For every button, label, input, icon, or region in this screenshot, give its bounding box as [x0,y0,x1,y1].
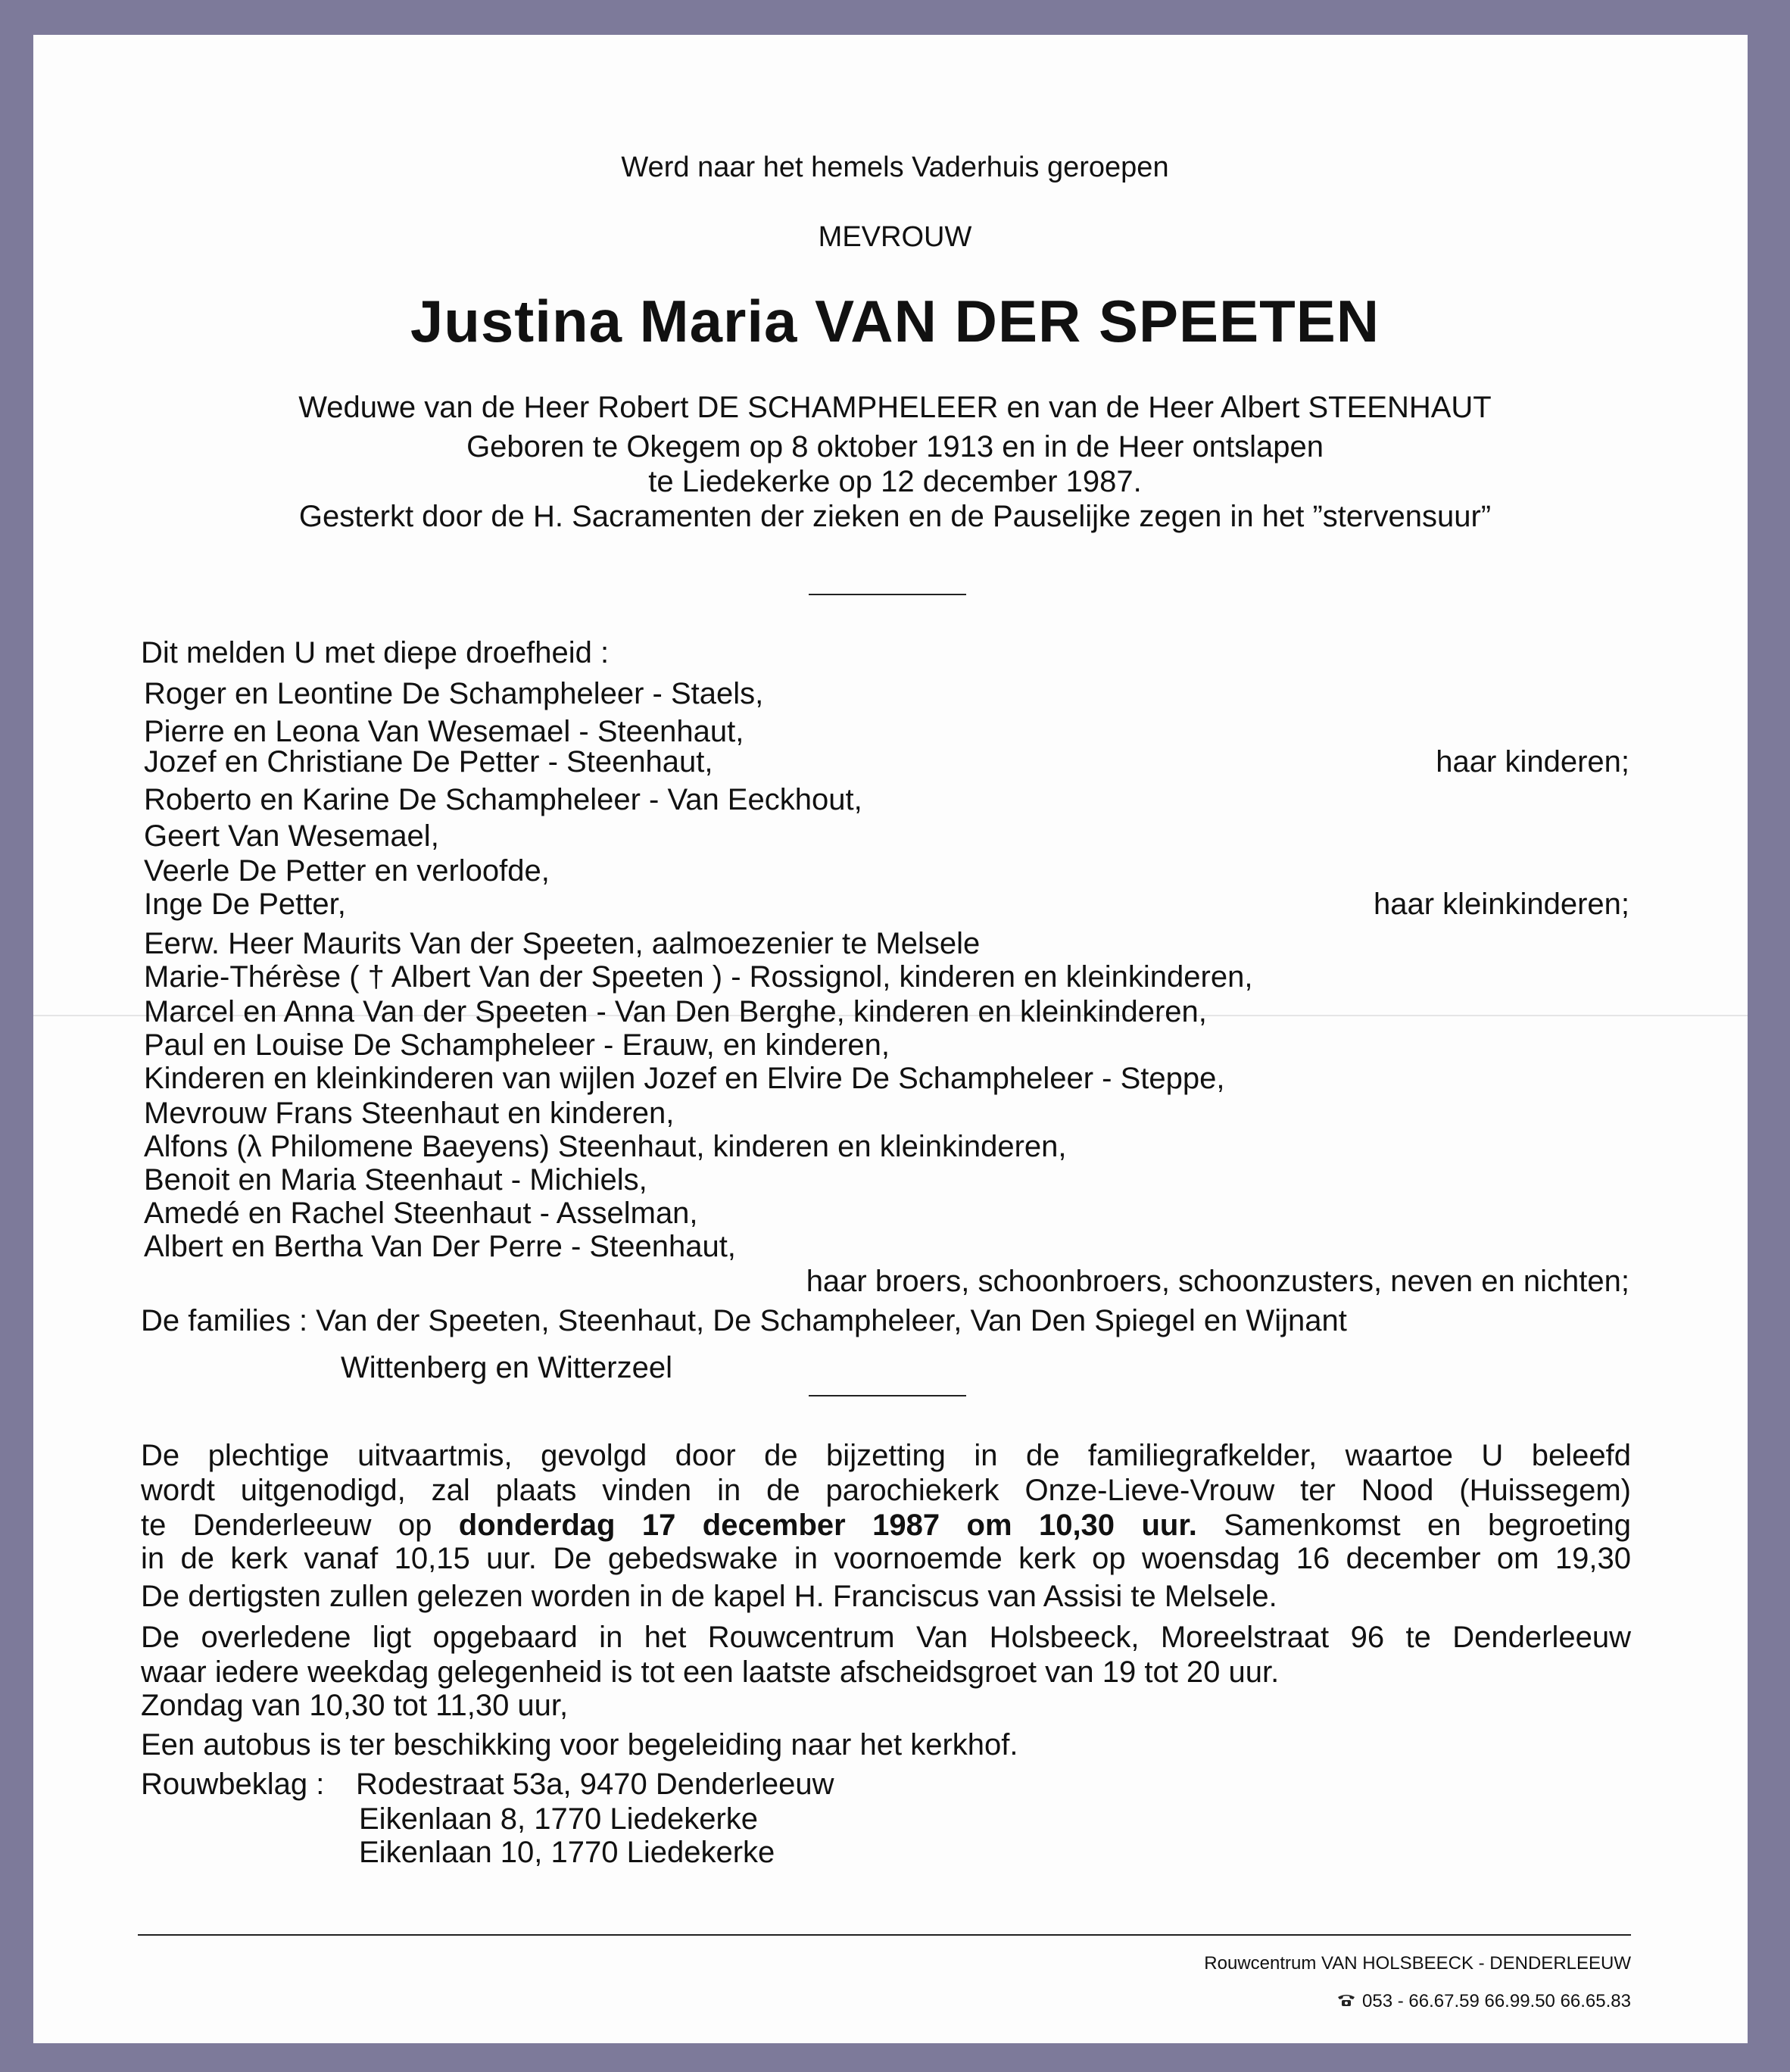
deceased-name: Justina Maria VAN DER SPEETEN [410,288,1380,354]
relative-line: Kinderen en kleinkinderen van wijlen Jozef en Elvire De Schampheleer - Steppe, [144,1062,1225,1095]
phone-line [1336,1990,1631,2014]
relative-line: Amedé en Rachel Steenhaut - Asselman, [144,1197,698,1230]
child-line: Pierre en Leona Van Wesemael - Steenhaut, [144,715,744,748]
grandchild-line: Roberto en Karine De Schampheleer - Van Eeckhout, [144,783,862,816]
birth-line: Geboren te Okegem op 8 oktober 1913 en in de Heer ontslapen [466,430,1324,463]
divider-middle [809,1395,966,1396]
service-line-9: Een autobus is ter beschikking voor begeleiding naar het kerkhof. [141,1728,1018,1762]
child-line: Roger en Leontine De Schampheleer - Staels, [144,677,764,710]
relatives-label: haar broers, schoonbroers, schoonzusters, neven en nichten; [806,1265,1629,1298]
relative-line: Eerw. Heer Maurits Van der Speeten, aalmoezenier te Melsele [144,927,981,960]
service-line-3-pre: te Denderleeuw op [141,1509,432,1542]
families-line-2: Wittenberg en Witterzeel [341,1351,672,1384]
service-line-5: De dertigsten zullen gelezen worden in de kapel H. Franciscus van Assisi te Melsele. [141,1580,1277,1613]
condolence-address: Eikenlaan 8, 1770 Liedekerke [359,1802,759,1836]
relative-line: Mevrouw Frans Steenhaut en kinderen, [144,1097,675,1130]
condolence-address: Eikenlaan 10, 1770 Liedekerke [359,1836,775,1869]
service-line-1: De plechtige uitvaartmis, gevolgd door de bijzetting in de familiegrafkelder, waartoe U beleefd [141,1439,1631,1472]
children-label: haar kinderen; [1436,745,1629,779]
relative-line: Paul en Louise De Schampheleer - Erauw, en kinderen, [144,1028,890,1062]
telephone-icon [1336,1991,1356,2014]
widow-line: Weduwe van de Heer Robert DE SCHAMPHELEER en van de Heer Albert STEENHAUT [298,391,1492,424]
death-line: te Liedekerke op 12 december 1987. [648,465,1142,498]
child-line: Jozef en Christiane De Petter - Steenhaut, [144,745,713,779]
grandchild-line: Inge De Petter, [144,888,346,921]
service-line-6: De overledene ligt opgebaard in het Rouwcentrum Van Holsbeeck, Moreelstraat 96 te Denderleeuw [141,1621,1631,1654]
relative-line: Benoit en Maria Steenhaut - Michiels, [144,1163,647,1197]
service-line-7: waar iedere weekdag gelegenheid is tot een laatste afscheidsgroet van 19 tot 20 uur. [141,1655,1280,1689]
relative-line: Albert en Bertha Van Der Perre - Steenhaut, [144,1230,736,1263]
called-heading: Werd naar het hemels Vaderhuis geroepen [621,151,1169,183]
grandchildren-label: haar kleinkinderen; [1374,888,1629,921]
service-line-4: in de kerk vanaf 10,15 uur. De gebedswake in voornoemde kerk op woensdag 16 december om 19,30 [141,1542,1631,1575]
service-line-2: wordt uitgenodigd, zal plaats vinden in de parochiekerk Onze-Lieve-Vrouw ter Nood (Huissegem) [141,1474,1631,1507]
service-date: donderdag 17 december 1987 om 10,30 uur. [458,1509,1197,1542]
condolences-label: Rouwbeklag : [141,1768,325,1801]
relative-line: Alfons (λ Philomene Baeyens) Steenhaut, kinderen en kleinkinderen, [144,1130,1067,1163]
relative-line: Marcel en Anna Van der Speeten - Van Den Berghe, kinderen en kleinkinderen, [144,995,1207,1028]
phone-numbers: 053 - 66.67.59 66.99.50 66.65.83 [1362,1991,1631,2011]
service-line-8: Zondag van 10,30 tot 11,30 uur, [141,1689,569,1722]
service-line-3-post: Samenkomst en begroeting [1224,1509,1632,1542]
grandchild-line: Geert Van Wesemael, [144,819,439,853]
divider-top [809,594,966,595]
mourners-intro: Dit melden U met diepe droefheid : [141,636,610,669]
condolence-address: Rodestraat 53a, 9470 Denderleeuw [356,1768,834,1801]
grandchild-line: Veerle De Petter en verloofde, [144,854,550,888]
families-line: De families : Van der Speeten, Steenhaut, De Schampheleer, Van Den Spiegel en Wijnant [141,1304,1347,1337]
footer-rule [138,1934,1631,1936]
relative-line: Marie-Thérèse ( † Albert Van der Speeten ) - Rossignol, kinderen en kleinkinderen, [144,960,1253,994]
sacraments-line: Gesterkt door de H. Sacramenten der zieken en de Pauselijke zegen in het ”stervensuur” [298,500,1492,533]
service-line-3 [141,1507,1631,1543]
funeral-home: Rouwcentrum VAN HOLSBEECK - DENDERLEEUW [1204,1953,1631,1974]
salutation: MEVROUW [818,221,972,253]
